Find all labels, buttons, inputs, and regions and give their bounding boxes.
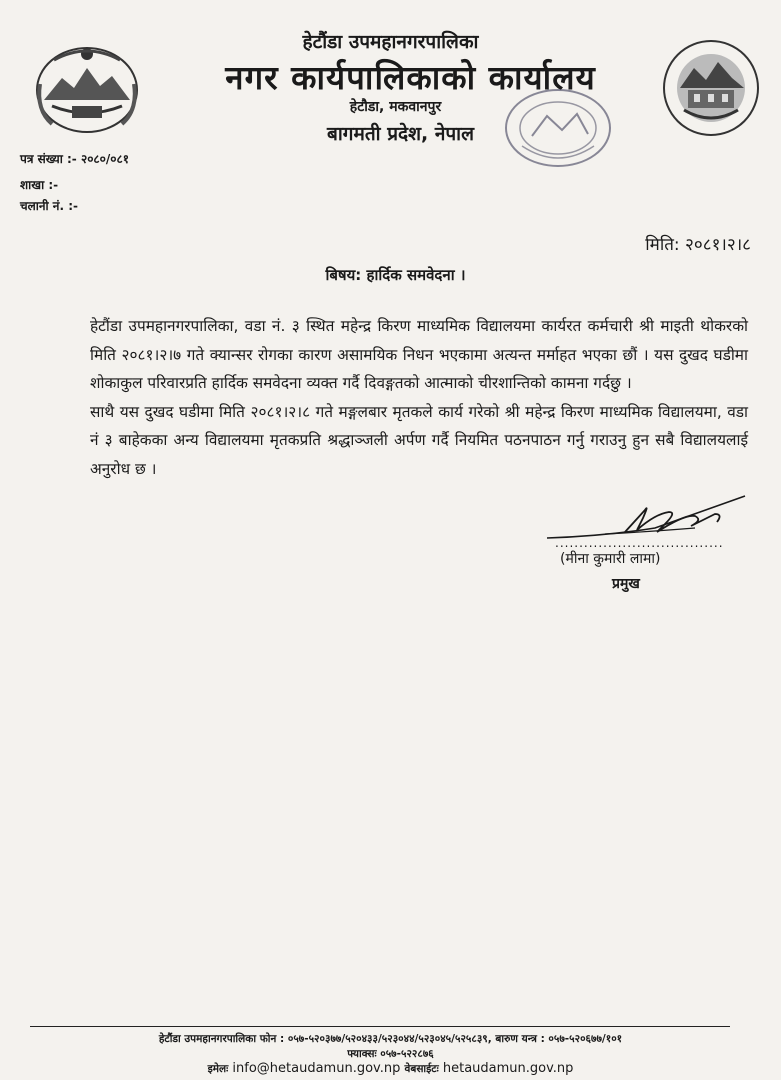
footer-contact bbox=[0, 1061, 781, 1076]
office-stamp-icon bbox=[502, 86, 614, 170]
footer-phone: हेटौंडा उपमहानगरपालिका फोन : ०५७-५२०३७७/५२०४३३/५२३०४४/५२३०४५/५२५८३९, बारुण यन्त्र : ०५७-५२०६७७/१०१ bbox=[158, 1033, 623, 1045]
letter-date: मिति: २०८१।२।८ bbox=[645, 235, 751, 255]
municipality-logo-icon bbox=[660, 38, 762, 138]
website-link[interactable]: hetaudamun.gov.np bbox=[442, 1061, 574, 1076]
footer-fax: फ्याक्सः ०५७-५२२८७६ bbox=[347, 1048, 434, 1060]
office-municipality-name: हेटौंडा उपमहानगरपालिका bbox=[302, 31, 479, 53]
body-paragraph-2: साथै यस दुखद घडीमा मिति २०८१।२।८ गते मङ्गलबार मृतकले कार्य गरेको श्री महेन्द्र किरण माध्यमिक विद्यालयमा, वडा नं ३ बाहेकका अन्य विद्यालयमा मृतकप्रति श्रद्धाञ्जली अर्पण गर्दै नियमित पठनपाठन गर्नु गराउनु हुन सबै विद्यालयलाई अनुरोध छ । bbox=[90, 402, 748, 478]
reference-number: पत्र संख्या :- २०८०/०८१ bbox=[20, 152, 130, 166]
signatory-title: प्रमुख bbox=[612, 576, 640, 592]
branch-label: शाखा :- bbox=[20, 178, 59, 192]
office-title: नगर कार्यपालिकाको कार्यालय bbox=[225, 58, 596, 97]
website-label: वेबसाईटः bbox=[404, 1063, 439, 1075]
email-link[interactable]: info@hetaudamun.gov.np bbox=[232, 1061, 401, 1076]
body-paragraph-1: हेटौंडा उपमहानगरपालिका, वडा नं. ३ स्थित महेन्द्र किरण माध्यमिक विद्यालयमा कार्यरत कर्मचारी श्री माइती थोकरको मिति २०८१।२।७ गते क्यान्सर रोगका कारण असामयिक निधन भएकामा अत्यन्त मर्माहत भएका छौं । यस दुखद घडीमा शोकाकुल परिवारप्रति हार्दिक समवेदना व्यक्त गर्दै दिवङ्गतको आत्माको चीरशान्तिको कामना गर्दछु । bbox=[90, 317, 748, 393]
signature-dots: ................................... bbox=[555, 536, 724, 550]
letter-body bbox=[90, 312, 748, 484]
dispatch-number-label: चलानी नं. :- bbox=[20, 199, 78, 213]
letter-subject: बिषय: हार्दिक समवेदना । bbox=[325, 266, 466, 284]
office-location: हेटौडा, मकवानपुर bbox=[349, 99, 442, 115]
email-label: इमेलः bbox=[207, 1063, 229, 1075]
office-province: बागमती प्रदेश, नेपाल bbox=[327, 123, 474, 145]
footer-divider bbox=[30, 1026, 730, 1027]
signatory-name: (मीना कुमारी लामा) bbox=[560, 551, 661, 567]
